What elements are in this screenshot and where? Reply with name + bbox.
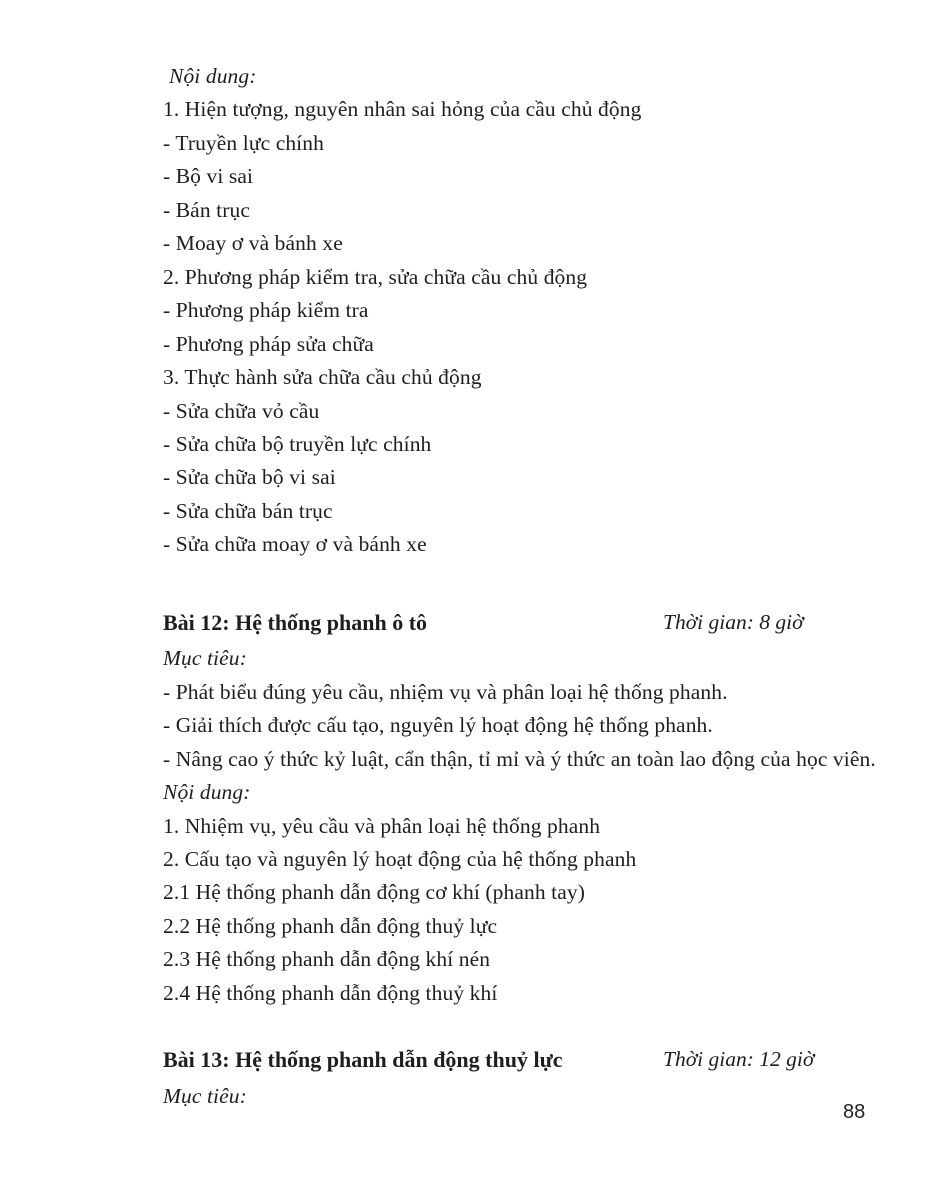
document-line: 2. Cấu tạo và nguyên lý hoạt động của hệ thống phanh (163, 846, 637, 871)
page-content (163, 60, 903, 1113)
document-line: - Phương pháp kiểm tra (163, 298, 369, 323)
document-line: - Bán trục (163, 197, 250, 222)
document-line: 1. Hiện tượng, nguyên nhân sai hỏng của cầu chủ động (163, 97, 642, 122)
document-line: 2. Phương pháp kiểm tra, sửa chữa cầu chủ động (163, 264, 588, 289)
section-label-muc-tieu: Mục tiêu: (163, 646, 247, 671)
lesson-13-duration: Thời gian: 12 giờ (663, 1047, 815, 1072)
document-line: 1. Nhiệm vụ, yêu cầu và phân loại hệ thống phanh (163, 813, 601, 838)
section-label-noi-dung: Nội dung: (163, 780, 251, 805)
document-line: - Sửa chữa vỏ cầu (163, 398, 320, 423)
page-number: 88 (843, 1101, 866, 1123)
document-line: 2.1 Hệ thống phanh dẫn động cơ khí (phanh tay) (163, 880, 585, 905)
document-line: - Sửa chữa bộ vi sai (163, 465, 336, 490)
document-line: - Phương pháp sửa chữa (163, 331, 374, 356)
lesson-12-title: Bài 12: Hệ thống phanh ô tô (163, 609, 428, 635)
section-label-muc-tieu: Mục tiêu: (163, 1083, 247, 1108)
document-line: - Giải thích được cấu tạo, nguyên lý hoạt động hệ thống phanh. (163, 713, 713, 738)
lesson-13-title: Bài 13: Hệ thống phanh dẫn động thuỷ lực (163, 1047, 563, 1073)
document-line: - Moay ơ và bánh xe (163, 231, 343, 256)
document-line: - Truyền lực chính (163, 130, 324, 155)
document-line: - Sửa chữa moay ơ và bánh xe (163, 532, 427, 557)
document-line: 2.2 Hệ thống phanh dẫn động thuỷ lực (163, 913, 498, 938)
document-line: 3. Thực hành sửa chữa cầu chủ động (163, 365, 482, 390)
document-line: - Nâng cao ý thức kỷ luật, cẩn thận, tỉ mỉ và ý thức an toàn lao động của học viên. (163, 746, 876, 771)
document-line: 2.4 Hệ thống phanh dẫn động thuỷ khí (163, 980, 498, 1005)
lesson-13-heading (163, 1043, 903, 1079)
document-line: 2.3 Hệ thống phanh dẫn động khí nén (163, 947, 491, 972)
document-line: - Sửa chữa bộ truyền lực chính (163, 431, 432, 456)
document-line: - Bộ vi sai (163, 164, 254, 189)
lesson-12-duration: Thời gian: 8 giờ (663, 609, 804, 634)
document-line: - Phát biểu đúng yêu cầu, nhiệm vụ và phân loại hệ thống phanh. (163, 679, 728, 704)
lesson-12-heading (163, 606, 903, 642)
section-label-noi-dung: Nội dung: (169, 64, 257, 88)
document-line: - Sửa chữa bán trục (163, 498, 333, 523)
